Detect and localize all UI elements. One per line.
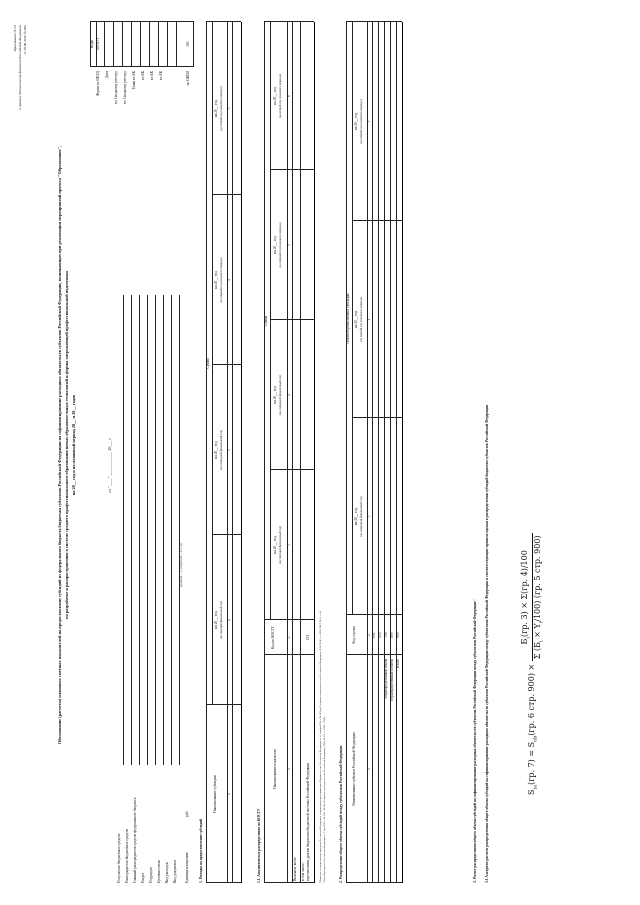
- col-header-sum: Объем перечисляемых субсидий: [346, 293, 350, 344]
- code-label: по БК: [141, 71, 145, 81]
- col-number: 2: [287, 636, 291, 639]
- table-row-code: 900: [396, 632, 400, 638]
- col-header-year-note: (на текущий финансовый год): [278, 525, 282, 565]
- formula-den-sub2: i: [538, 621, 545, 624]
- col-number: 1: [367, 768, 371, 770]
- col-header-sum: Сумма: [206, 358, 210, 369]
- col-header-year-note: (на второй год планового периода): [359, 99, 363, 144]
- col-number: 4: [227, 279, 231, 281]
- col-number: 5: [227, 107, 231, 110]
- code-value: 383: [186, 41, 190, 47]
- field-label: Вид документа: [173, 859, 177, 883]
- table-line: [241, 22, 242, 883]
- table-line: [352, 22, 353, 615]
- document-title-line-1: Обоснование (расчеты) плановых сметных показателей на предоставление субсидий из федерального бюджета бюджетам субъектов Российской Федерации на софинансирование расходных обязательств субъектов Российской Федерации, возникающих при реализации мероприятий проекта "Образование",: [57, 145, 62, 745]
- col-number: 5: [367, 120, 371, 123]
- col-header-year: на 20__ год: [273, 536, 277, 554]
- formula-lhs-sub2: ob: [532, 735, 539, 742]
- table-row-code: 251: [306, 634, 310, 641]
- table-line: [314, 22, 315, 883]
- formula-denominator: [533, 533, 545, 661]
- code-value: 0505171: [96, 37, 100, 51]
- field-underline: [123, 295, 124, 765]
- col-number: 6: [287, 95, 291, 97]
- codes-divider: [149, 21, 150, 67]
- col-header-year-note: (на первый год планового периода): [359, 297, 363, 342]
- formula-den-rest: × Y: [532, 623, 542, 641]
- document-date: от "____" ____________ 20___ г.: [107, 437, 112, 493]
- table-line: [206, 882, 241, 883]
- col-number: 3: [227, 449, 231, 451]
- table-row-label: перечисления другим бюджетам бюджетной системы Российской Федерации: [306, 762, 310, 881]
- appendix-line-1: Приложение № 23: [13, 25, 17, 52]
- col-header-year: на 20__ год: [214, 611, 218, 629]
- table-line: [300, 22, 301, 883]
- col-header-year-note: (на второй год планового периода): [219, 86, 223, 131]
- col-header-year: на 20__ год: [354, 310, 358, 329]
- appendix-line-3: от 28.06.2016 № 99н: [23, 25, 27, 55]
- section-2-title: 2. Распределение общего объема субсидий между субъектами Российской Федерации: [339, 745, 343, 883]
- table-line: [292, 22, 293, 883]
- col-header-name: Наименование показателя: [273, 749, 277, 789]
- code-label: по Сводному реестру: [123, 71, 127, 104]
- codes-divider: [158, 21, 159, 67]
- col-number: 4: [287, 394, 291, 396]
- table-row-label: Выплаты, всего: [293, 857, 297, 881]
- col-header-year: на 20__ год: [273, 236, 277, 254]
- formula-num-sub: i: [525, 637, 532, 639]
- formula-num-rest: (гр. 3) × Σ(гр. 4)/100: [520, 550, 529, 638]
- codes-divider: [167, 21, 168, 67]
- codes-divider: [104, 21, 105, 67]
- formula-fraction: [520, 533, 544, 661]
- codes-divider: [140, 21, 141, 67]
- field-underline: [163, 295, 164, 765]
- col-number: 4: [367, 318, 371, 321]
- col-number: 5: [287, 244, 291, 246]
- table-row-code: 001: [372, 632, 376, 638]
- field-underline: [155, 295, 156, 765]
- formula-num-b: Б: [520, 638, 529, 645]
- col-header-year: на 20__ год: [214, 441, 218, 459]
- code-label: по БК: [159, 71, 163, 81]
- col-header-year-note: (на очередной финансовый год): [219, 429, 223, 471]
- col-header-year-note: (на очередной финансовый год): [278, 374, 282, 416]
- table-line: [378, 22, 379, 883]
- document-title-line-3: на 20__ год и на плановый период 20__ и 20__ годов: [71, 394, 76, 496]
- table-line: [232, 22, 233, 883]
- code-label: по ОКЕИ: [186, 71, 190, 86]
- field-label: Подраздел: [149, 866, 153, 883]
- field-label: Раздел: [141, 872, 145, 883]
- field-label: Целевая статья: [157, 860, 161, 883]
- field-underline: [147, 295, 148, 765]
- formula-lhs: S: [527, 789, 537, 795]
- field-label: Вид расходов: [165, 862, 169, 883]
- formula-den-rest2: /100) (гр. 5 стр. 900): [532, 535, 542, 622]
- formula-den-b: Σ (Б: [532, 642, 542, 660]
- table-row-label: в том числе:: [301, 862, 305, 881]
- footnote: ² Указы Президента Российской Федерации от 7 мая 2012 г. № 596 - № 606 (Собрание законодательства Российской Федерации, 2012, № 19, ст. 2333 - 2343).: [323, 716, 326, 883]
- field-label: Распорядитель бюджетных средств: [125, 828, 129, 883]
- table-row-code: 800: [390, 632, 394, 638]
- table-line: [206, 21, 241, 22]
- col-header-year: на 20__ год: [273, 386, 277, 404]
- code-label: Форма по ОКУД: [96, 71, 100, 97]
- formula-lhs-rest2: (гр. 6 стр. 900) ×: [527, 663, 537, 736]
- col-header-year: на 20__ год: [354, 112, 358, 131]
- col-number: 1: [287, 768, 291, 770]
- field-label: Получатель бюджетных средств: [117, 833, 121, 883]
- col-header-name: Наименование субсидии: [213, 775, 217, 813]
- table-line: [206, 704, 241, 705]
- col-header-year: на 20__ год: [354, 507, 358, 526]
- codes-divider: [176, 21, 177, 67]
- formula-lhs-rest: (гр. 7) = S: [527, 741, 537, 785]
- col-number: 3: [287, 544, 291, 546]
- col-number: 2: [367, 634, 371, 636]
- col-number: 3: [367, 515, 371, 518]
- unit-value: руб.: [185, 810, 189, 817]
- code-label: по БК: [150, 71, 154, 81]
- table-row-code: 002: [378, 632, 382, 638]
- table-row-code: 700: [384, 632, 388, 638]
- codes-header: Коды: [90, 39, 94, 49]
- field-underline: [179, 295, 180, 765]
- col-header-year-note: (на текущий финансовый год): [219, 600, 223, 640]
- col-header-code: Код строки: [352, 626, 356, 644]
- col-header-year-note: (на первый год планового периода): [219, 257, 223, 303]
- col-header-sum: Сумма: [264, 315, 268, 327]
- codes-divider: [113, 21, 114, 67]
- col-header-year: на 20__ год: [214, 99, 218, 118]
- doc-type-note: (основной — 1; уточненный — 2, и т.д.): [180, 542, 183, 588]
- col-header-year-note: (на первый год планового периода): [278, 222, 282, 268]
- section-1-title: 1. Расходы на предоставление субсидий: [199, 818, 203, 883]
- table-row-label: Нераспределенный остаток: [390, 659, 394, 702]
- col-header-year-note: (на второй год планового периода): [278, 73, 282, 119]
- col-header-code: Код по КОСГУ: [271, 625, 275, 650]
- field-underline: [139, 295, 140, 765]
- table-line: [402, 22, 403, 883]
- field-underline: [131, 295, 132, 765]
- table-row-label: Нераспределенный объем: [384, 659, 388, 699]
- col-header-name: Наименование субъекта Российской Федерации: [352, 732, 356, 806]
- table-line: [372, 22, 373, 883]
- col-number: 1: [227, 793, 231, 795]
- code-label: Дата: [105, 71, 109, 79]
- appendix-line-2: к приказу Министерства финансов Российской Федерации: [18, 25, 22, 110]
- section-1-1-title: 1.1. Аналитическое распределение по КОСГУ: [257, 808, 261, 883]
- field-underline: [171, 295, 172, 765]
- section-3-title: 3. Расчет распределения общего объема субсидий на софинансирование расходных обязательств субъектов Российской Федерации между субъектами Российской Федерации ¹: [473, 599, 477, 883]
- section-3-1-title: 3.1 Алгоритм расчета распределения общего объема субсидий на софинансирование расходных обязательств субъектов Российской Федерации между субъектами Российской Федерации и соответствующие правила оценки в распределении субсидий бюджетам субъектов Российской Федерации: [485, 404, 489, 883]
- document-title-line-2: по разработке и распространению в системе среднего профессионального образования новых образовательных технологий и формы опережающей профессиональной подготовки: [64, 271, 69, 619]
- footnote: ¹ Перечень государственных программ Российской Федерации, утвержденный распоряжением Правительства Российской Федерации от 11 ноября 2010 г. № 1950-р (Собрание законодательства Российской Федерации, 2010, № 46, ст. 6026; 2013, № 1, ст. 4).: [319, 610, 322, 883]
- col-header-year: на 20__ год: [214, 271, 218, 289]
- codes-divider: [122, 21, 123, 67]
- unit-label: Единица измерения:: [185, 851, 189, 883]
- code-label: по Сводному реестру: [114, 71, 118, 104]
- codes-divider: [131, 21, 132, 67]
- distribution-formula: [520, 533, 544, 795]
- code-label: Глава по БК: [132, 71, 136, 90]
- table-row-label: Итого: [396, 659, 400, 669]
- formula-numerator: [520, 533, 533, 661]
- field-label: Главный распорядитель средств федерального бюджета: [133, 797, 137, 883]
- codes-box: [90, 21, 194, 67]
- formula-den-sub: i: [538, 640, 545, 643]
- formula-lhs-sub: ia: [532, 784, 539, 790]
- col-header-year-note: (на очередной финансовый год): [359, 496, 363, 537]
- table-line: [270, 22, 271, 620]
- col-header-year: на 20__ год: [273, 87, 277, 105]
- col-number: 2: [227, 619, 231, 621]
